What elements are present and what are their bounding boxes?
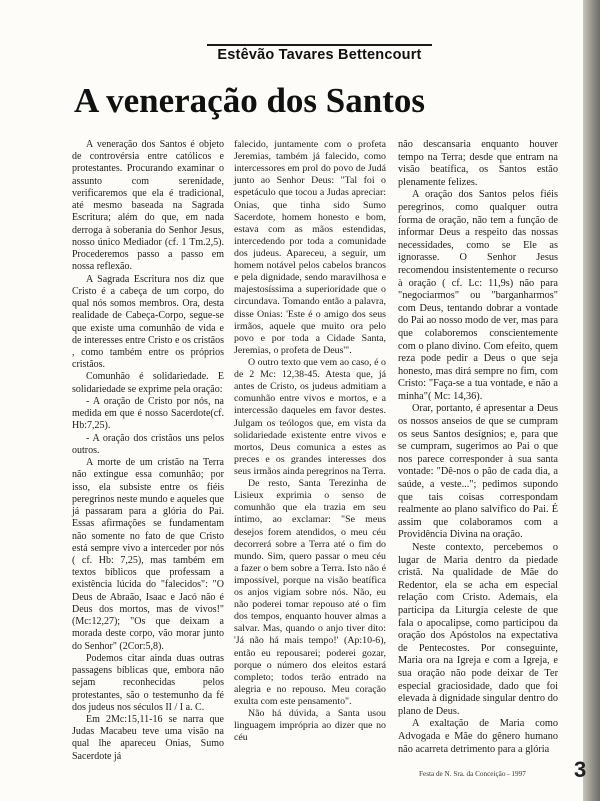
text-column-2	[234, 139, 386, 744]
paragraph: Podemos citar ainda duas outras passagens bíblicas que, embora não sejam reconhecidas pelos protestantes, são o testemunho da fé dos judeus nos séculos II / I a. C.	[72, 652, 224, 713]
paragraph: A veneração dos Santos é objeto de controvérsia entre católicos e protestantes. Procurando examinar o assunto com serenidade, verificaremos que ela é tradicional, até mesmo baseada na Sagrada Escritura; além do que, em nada derroga à soberania do Senhor Jesus, nosso único Mediador (cf. 1 Tm.2,5). Procederemos passo a passo em nossa reflexão.	[72, 139, 224, 273]
paragraph: Orar, portanto, é apresentar a Deus os nossos anseios de que se cumpram os seus Santos desígnios; e, para que se cumpram, sugerimos ao Pai o que nos parece corresponder à sua santa vontade: "Dê-nos o pão de cada dia, a saúde, a veste..."; pedimos supondo que tais coisas correspondam realmente ao plano salvífico do Pai. É assim que colaboramos com a Providência Divina na oração.	[398, 403, 558, 541]
paragraph: A Sagrada Escritura nos diz que Cristo é a cabeça de um corpo, do qual nós somos membros. Ora, desta realidade de Cabeça-Corpo, segue-se que existe uma comunhão de vida e de interesses entre Cristo e os cristãos , como também entre os próprios cristãos.	[72, 273, 224, 371]
paragraph: - A oração dos cristãos uns pelos outros.	[72, 432, 224, 456]
paragraph: Neste contexto, percebemos o lugar de Maria dentro da piedade cristã. Na qualidade de Mãe do Redentor, ela se acha em especial relação com Cristo. Ademais, ela participa da Liturgia celeste de que fala o apocalipse, como participou da oração dos Apóstolos na expectativa de Pentecostes. Por conseguinte, Maria ora na Igreja e com a Igreja, e sua oração não pode deixar de Ter especial graciosidade, dado que foi elevada à dignidade singular dentro do plano de Deus.	[398, 542, 558, 717]
article-title: A veneração dos Santos	[74, 81, 425, 120]
text-column-1	[72, 139, 224, 763]
paragraph: falecido, juntamente com o profeta Jeremias, também já falecido, como intercessores em prol do povo de Judá junto ao Senhor Deus: "Tal foi o espetáculo que tocou a Judas apreciar: Onias, que tinha sido Sumo Sacerdote, homem honesto e bom, estava com as mãos estendidas, intercedendo por toda a comunidade dos judeus. Apareceu, a seguir, um homem notável pelos cabelos brancos e pela dignidade, sendo maravilhosa e majestosíssima a superioridade que o circundava. Tomando então a palavra, disse Onias: 'Este é o amigo dos seus irmãos, aquele que muito ora pelo povo e por toda a Cidade Santa, Jeremias, o profeta de Deus'".	[234, 139, 386, 356]
paragraph: Não há dúvida, a Santa usou linguagem imprópria ao dizer que no céu	[234, 708, 386, 744]
paragraph: A morte de um cristão na Terra não extingue essa comunhão; por isso, ela subsiste entre os fiéis peregrinos neste mundo e aqueles que já passaram para a glória do Pai. Essas afirmações se fundamentam não somente no fato de que Cristo está sempre vivo a interceder por nós ( cf. Hb: 7,25), mas também em textos bíblicos que professam a existência lúcida do "falecidos": "O Deus de Abraão, Isaac e Jacó não é Deus dos mortos, mas de vivos!"(Mc:12,27); "Os que deixam a morada deste corpo, vão morar junto do Senhor" (2Cor:5,8).	[72, 457, 224, 652]
paragraph: A oração dos Santos pelos fiéis peregrinos, como qualquer outra forma de oração, não tem a função de informar Deus a respeito das nossas necessidades, como se Ele as ignorasse. O Senhor Jesus recomendou insistentemente o recurso à oração ( cf. Lc: 11,9s) não para "negociarmos" ou "barganharmos" com Deus, tentando dobrar a vontade do Pai ao nosso modo de ver, mas para que colaboremos conscientemente com o plano divino. Com efeito, quem reza pode pedir a Deus o que seja honesto, mas dirá sempre no fim, com Cristo: "Faça-se a tua vontade, e não a minha"( Mc: 14,36).	[398, 189, 559, 402]
page-number: 3	[574, 757, 587, 782]
page-footer: Festa de N. Sra. da Conceição - 1997	[419, 770, 526, 778]
paragraph: - A oração de Cristo por nós, na medida em que é nosso Sacerdote(cf. Hb:7,25).	[72, 395, 224, 432]
page-edge-shadow	[583, 0, 600, 801]
paragraph: Comunhão é solidariedade. E solidariedade se exprime pela oração:	[72, 371, 224, 395]
text-column-3	[398, 139, 558, 756]
author-rule	[207, 44, 432, 46]
paragraph: A exaltação de Maria como Advogada e Mãe do gênero humano não acarreta detrimento para a glória	[398, 718, 558, 755]
author-byline: Estêvão Tavares Bettencourt	[217, 47, 422, 63]
paragraph: não descansaria enquanto houver tempo na Terra; desde que entram na visão beatífica, os Santos estão plenamente felizes.	[398, 139, 558, 188]
paragraph: De resto, Santa Terezinha de Lisieux exprimia o senso de comunhão que ela trazia em seu íntimo, ao exclamar: "Se meus desejos forem atendidos, o meu céu decorrerá sobre a Terra até o fim do mundo. Sim, quero passar o meu céu a fazer o bem sobre a Terra. Isto não é impossível, porque na visão beatífica os anjos vigiam sobre nós. Não, eu não poderei tomar repouso até o fim dos tempos, enquanto houver almas a salvar. Mas, quando o anjo tiver dito: 'Já não há mais tempo!' (Ap:10-6), então eu repousarei; poderei gozar, porque o número dos eleitos estará completo; todos terão entrado na alegria e no repouso. Meu coração exulta com este pensamento".	[234, 478, 386, 708]
paragraph: O outro texto que vem ao caso, é o de 2 Mc: 12,38-45. Atesta que, já antes de Cristo, os judeus admitiam a comunhão entre vivos e mortos, e a intercessão daqueles em favor destes. Julgam os teólogos que, em vista da solidariedade existente entre vivos e mortos, Deus comunica a estes as preces e os grandes interesses dos seus irmãos ainda peregrinos na Terra.	[234, 356, 386, 477]
paragraph: Em 2Mc:15,11-16 se narra que Judas Macabeu teve uma visão na qual lhe apareceu Onias, Sumo Sacerdote já	[72, 714, 224, 762]
